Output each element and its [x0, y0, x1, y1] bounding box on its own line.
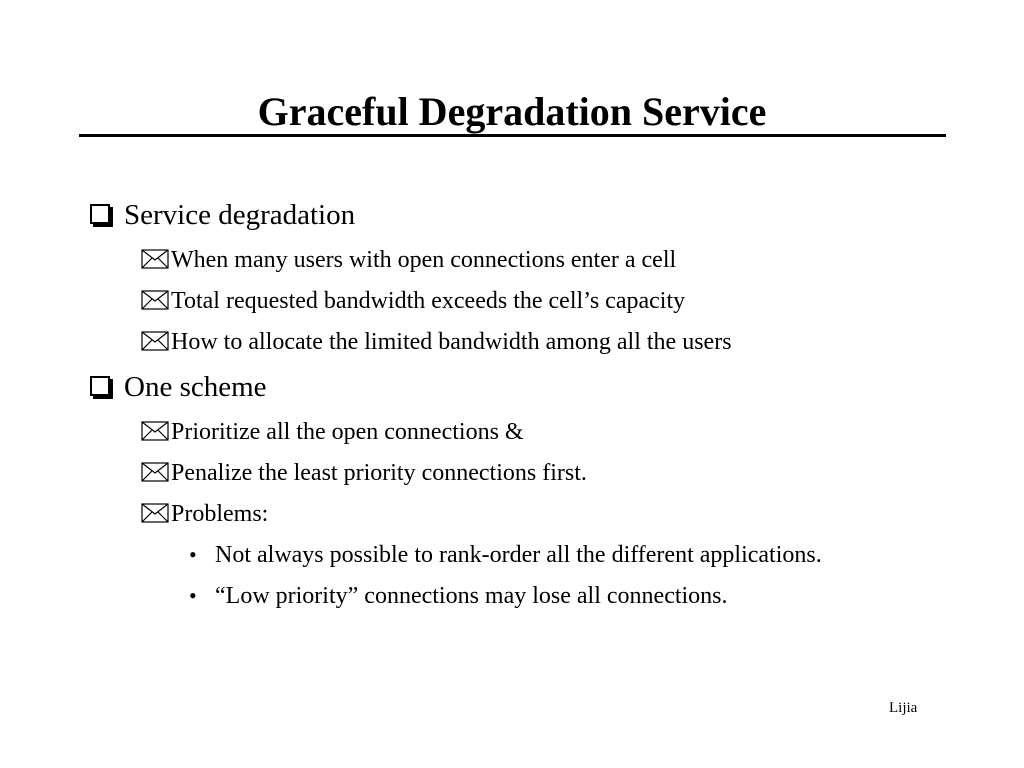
- sub-bullet: [141, 459, 587, 487]
- envelope-x-icon: [141, 503, 171, 525]
- sub-bullet: [141, 500, 268, 528]
- sub-bullet-text: Prioritize all the open connections &: [171, 419, 524, 445]
- envelope-x-icon: [141, 462, 171, 484]
- sub-bullet-text: Total requested bandwidth exceeds the cell’s capacity: [171, 288, 686, 314]
- sub-bullet-text: How to allocate the limited bandwidth among all the users: [171, 329, 732, 355]
- sub-bullet-text: Problems:: [171, 501, 269, 527]
- dot-bullet-icon: •: [189, 583, 197, 608]
- sub-sub-bullet-text: Not always possible to rank-order all the different applications.: [215, 542, 822, 568]
- sub-bullet-text: When many users with open connections enter a cell: [171, 247, 677, 273]
- sub-bullet-text: Penalize the least priority connections first.: [171, 460, 587, 486]
- sub-bullet: [141, 246, 676, 274]
- title-underline: [79, 134, 946, 137]
- envelope-x-icon: [141, 331, 171, 353]
- envelope-x-icon: [141, 290, 171, 312]
- checkbox-bullet-icon: [90, 204, 110, 224]
- bullet-service-degradation: [90, 198, 355, 232]
- checkbox-bullet-icon: [90, 376, 110, 396]
- sub-sub-bullet: [189, 582, 728, 610]
- envelope-x-icon: [141, 249, 171, 271]
- section-label: One scheme: [124, 371, 267, 403]
- sub-bullet: [141, 287, 685, 315]
- sub-bullet: [141, 418, 524, 446]
- envelope-x-icon: [141, 421, 171, 443]
- sub-sub-bullet-text: “Low priority” connections may lose all connections.: [215, 583, 728, 609]
- sub-bullet: [141, 328, 732, 356]
- section-label: Service degradation: [124, 199, 356, 231]
- dot-bullet-icon: •: [189, 542, 197, 567]
- slide-title: Graceful Degradation Service: [257, 89, 767, 134]
- sub-sub-bullet: [189, 541, 822, 569]
- footer-author: Lijia: [889, 700, 918, 716]
- bullet-one-scheme: [90, 370, 267, 404]
